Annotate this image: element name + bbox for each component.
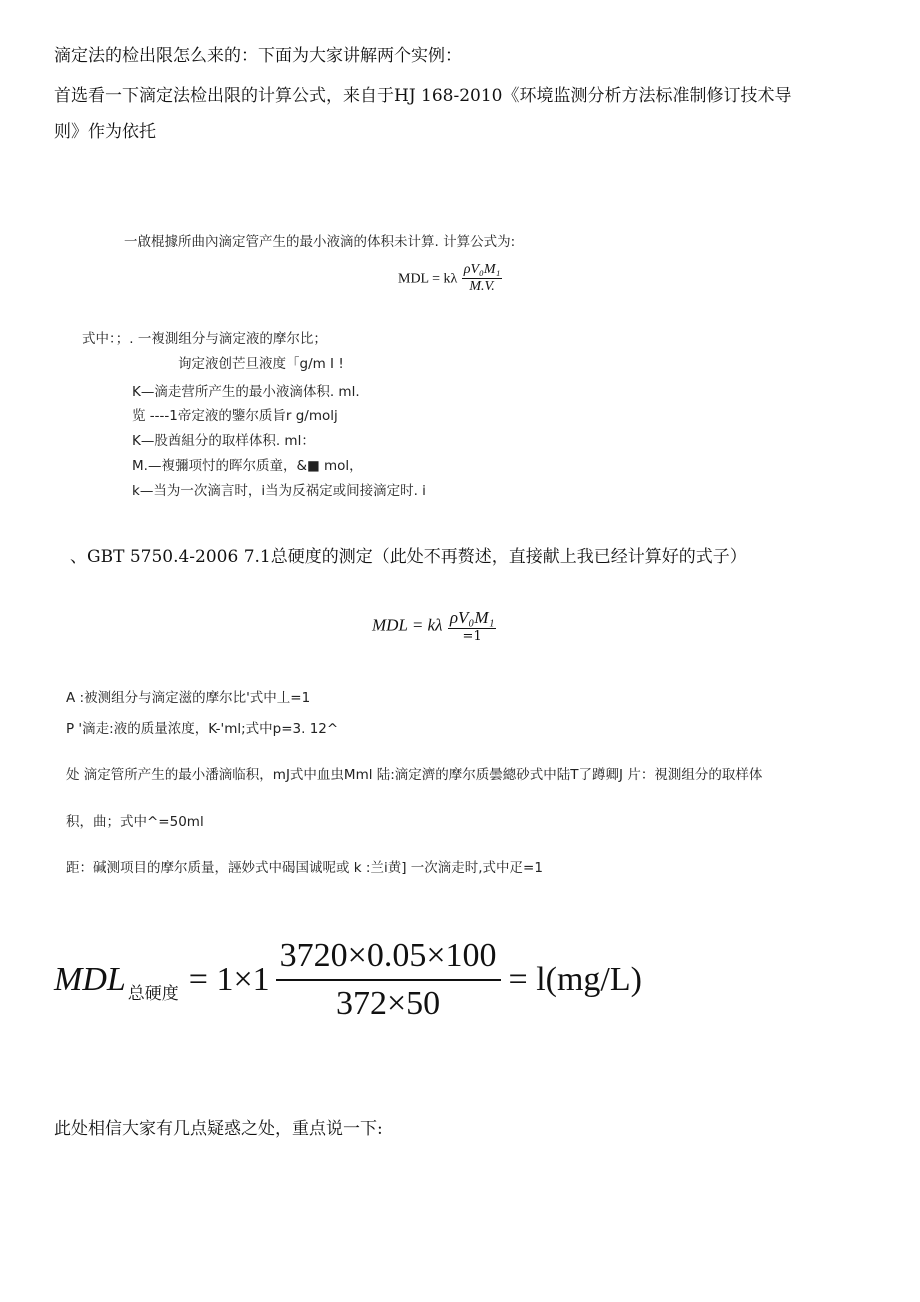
note-line-2: P '滴走:液的质量浓度，K-'ml;式中p=3. 12^ [66, 721, 339, 737]
big-formula-subscript: 总硬度 [127, 984, 179, 1004]
mdl-formula-1-denominator: M.V. [462, 278, 503, 295]
def-line-5: K—股酋組分的取样体积. ml： [132, 433, 315, 449]
note-line-5: 距：碱测项目的摩尔质量，誣妙式中碣国诚呢或 k :兰i黄] 一次滴走时,式中疋=1 [66, 860, 543, 876]
def-line-4: 览 ----1帝定液的鑒尔质旨r g/molj [132, 408, 338, 424]
mdl-formula-2-lhs: MDL = kλ [372, 615, 443, 635]
def-line-1: 式中：；. 一複測组分与滴定液的摩尔比； [82, 331, 327, 347]
total-hardness-formula [54, 930, 642, 1030]
big-formula-denominator: 372×50 [276, 979, 501, 1023]
big-formula-result: = l(mg/L) [508, 961, 642, 998]
intro-line-3: 则》作为依托 [54, 122, 156, 142]
formula-caption: 一啟棍據所曲內滴定管产生的最小液滴的体积未计算. 计算公式为: [124, 234, 516, 250]
big-formula-numerator: 3720×0.05×100 [279, 937, 497, 974]
def-line-2: 询定液创芒旦液度「g/m I ! [178, 356, 344, 372]
def-line-6: M.—複彌项忖的晖尔质童，&■ mol， [132, 458, 363, 474]
mdl-formula-2-denominator: =1 [448, 628, 497, 644]
def-line-7: k—当为一次滴言时，i当为反祸定或间接滴定时. i [132, 483, 426, 499]
intro-line-1: 滴定法的检出限怎么来的：下面为大家讲解两个实例： [54, 46, 462, 66]
def-line-3: K—滴走营所产生的最小液滴体积. ml. [132, 384, 360, 400]
note-line-3: 处 滴定管所产生的最小潘滴临积，mJ式中血虫Mml 陆:滴定濟的摩尔质曇總砂式中陆T了蹲卿J 片：視測组分的取样体 [66, 767, 763, 783]
mdl-formula-2 [372, 608, 496, 644]
note-line-1: A :被测组分与滴定滋的摩尔比'式中丄=1 [66, 690, 311, 706]
mdl-formula-1-numerator: ρV₀M₁ [463, 262, 501, 277]
big-formula-lhs: MDL [54, 961, 126, 998]
big-formula-coef: = 1×1 [188, 961, 270, 998]
mdl-formula-2-numerator: ρV₀M₁ [449, 608, 495, 627]
mdl-formula-1 [398, 262, 502, 295]
note-line-4: 积，曲；式中^=50ml [66, 814, 204, 830]
mdl-formula-1-lhs: MDL = kλ [398, 271, 458, 287]
intro-line-2: 首选看一下滴定法检出限的计算公式，来自于HJ 168-2010《环境监测分析方法标准制修订技术导 [54, 86, 792, 106]
closing-line: 此处相信大家有几点疑惑之处，重点说一下: [54, 1119, 383, 1139]
section2-heading: 、GBT 5750.4-2006 7.1总硬度的测定（此处不再赘述，直接献上我已经计算好的式子） [70, 547, 747, 567]
